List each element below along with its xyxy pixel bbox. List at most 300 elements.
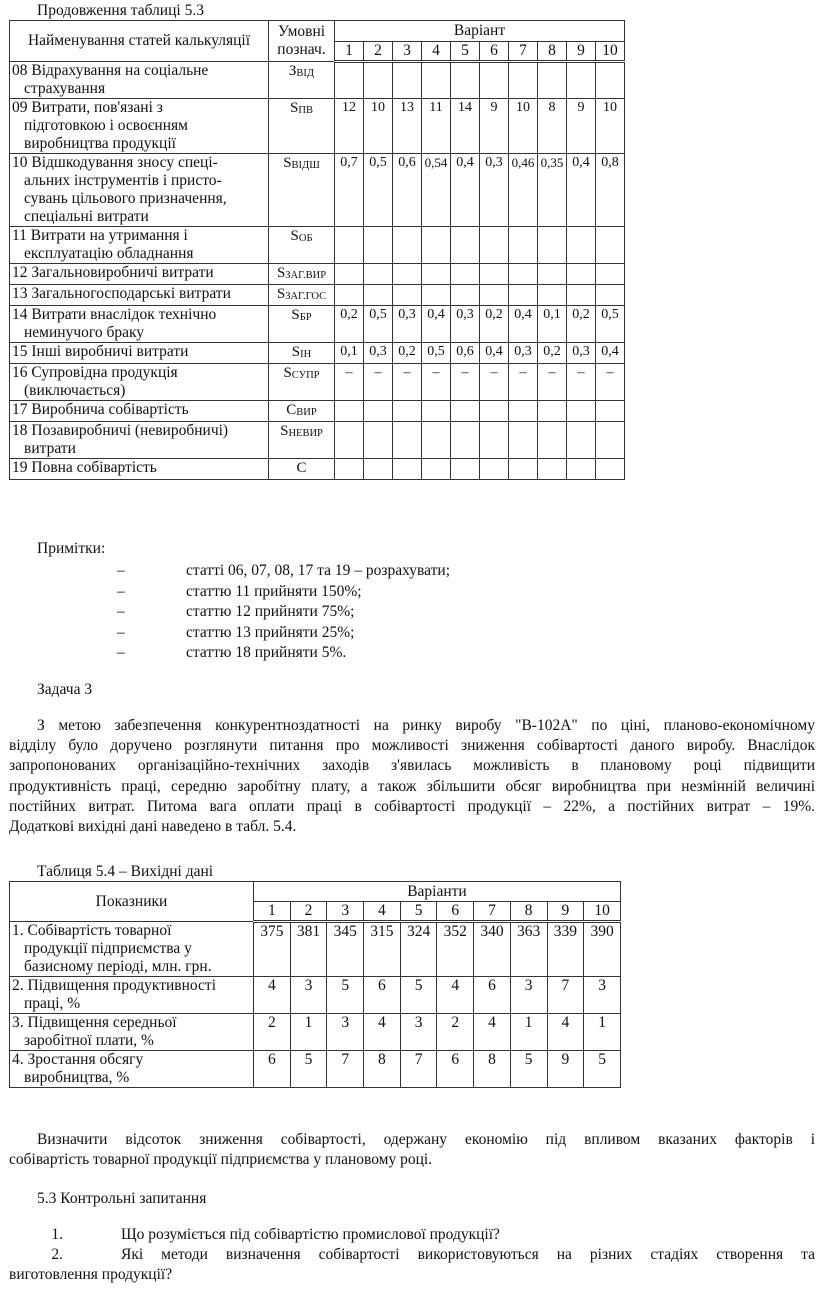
item-name: [10, 401, 269, 422]
indicator-name-first-line: 4. Зростання обсягу: [12, 1051, 144, 1068]
item-code-subscript: ОБ: [298, 233, 313, 244]
variant-value: 0,3: [480, 154, 509, 227]
variant-value: 0,35: [538, 154, 567, 227]
note-text: статтю 11 прийняти 150%;: [186, 582, 362, 600]
variant-value: 10: [364, 99, 393, 154]
variant-value: [393, 401, 422, 422]
item-code: [269, 364, 335, 401]
item-code: [269, 99, 335, 154]
item-code-base: S: [291, 307, 300, 323]
variant-value: [364, 285, 393, 306]
variant-value: 13: [393, 99, 422, 154]
note-dash: –: [117, 603, 125, 620]
variant-value: [393, 422, 422, 459]
variant-value: 0,2: [393, 343, 422, 364]
header-code-line1: Умовні: [277, 23, 326, 40]
note-dash: –: [117, 582, 125, 600]
variant-value: [393, 459, 422, 480]
item-name-continuation: страхування: [24, 80, 106, 97]
note-item: [0, 644, 816, 664]
item-code-base: S: [280, 423, 289, 439]
table-row: [10, 1014, 621, 1051]
item-code-base: S: [290, 228, 299, 244]
note-item: [0, 562, 816, 582]
variant-value: 5: [400, 977, 437, 1014]
item-name-first-line: 11 Витрати на утримання і: [12, 227, 188, 244]
variant-value: [335, 422, 364, 459]
variant-value: [451, 459, 480, 480]
variant-value: 0,5: [422, 343, 451, 364]
variant-value: 5: [327, 977, 364, 1014]
variant-value: 14: [451, 99, 480, 154]
variant-value: [480, 285, 509, 306]
variant-value: [451, 62, 480, 99]
variant-value: 0,54: [422, 154, 451, 227]
variant-value: [538, 422, 567, 459]
item-name-first-line: 09 Витрати, пов'язані з: [12, 99, 163, 116]
variant-value: [567, 422, 596, 459]
item-name-first-line: 14 Витрати внаслідок технічно: [12, 306, 217, 323]
item-code-subscript: БР: [299, 312, 312, 323]
header-code: [269, 21, 335, 62]
item-name-continuation: неминучого браку: [24, 324, 145, 341]
variant-value: 1: [584, 1014, 621, 1051]
variant-value: [451, 264, 480, 285]
variant-value: [509, 285, 538, 306]
item-code-base: S: [283, 365, 292, 381]
variant-value: [480, 227, 509, 264]
variant-value: 324: [400, 922, 437, 977]
item-name-continuation: витрати: [24, 440, 76, 457]
item-name: [10, 227, 269, 264]
variant-value: 8: [364, 1051, 401, 1088]
variant-value: 4: [474, 1014, 511, 1051]
variant-value: 0,1: [538, 306, 567, 343]
indicator-name-first-line: 1. Собівартість товарної: [12, 922, 172, 939]
variant-value: 352: [437, 922, 474, 977]
variant-value: 0,7: [335, 154, 364, 227]
indicator-name: [10, 1014, 254, 1051]
variant-value: 363: [510, 922, 547, 977]
variant-value: 4: [254, 977, 291, 1014]
variant-value: 7: [400, 1051, 437, 1088]
item-code-subscript: ВІДШ: [291, 160, 320, 171]
variant-value: [480, 401, 509, 422]
variant-value: [596, 264, 625, 285]
variant-number: 1: [254, 902, 291, 922]
variant-value: [567, 227, 596, 264]
header-item-name: Найменування статей калькуляції: [10, 21, 269, 62]
item-code: [269, 62, 335, 99]
variant-value: [480, 62, 509, 99]
variant-number: 6: [480, 42, 509, 62]
item-name: [10, 264, 269, 285]
variant-value: 2: [437, 1014, 474, 1051]
table-row: [10, 459, 625, 480]
variant-value: [335, 227, 364, 264]
item-code-subscript: ПВ: [298, 105, 313, 116]
variant-value: 3: [400, 1014, 437, 1051]
table-row: [10, 306, 625, 343]
variant-value: [364, 401, 393, 422]
item-name: [10, 99, 269, 154]
paragraph-line: продуктивність праці, середню заробітну плату, а також збільшити обсяг виробництва при незмінній величині: [9, 777, 815, 795]
note-dash: –: [117, 644, 125, 661]
variant-value: [480, 459, 509, 480]
question-number: 2.: [51, 1246, 63, 1263]
variant-value: –: [451, 364, 480, 401]
variant-value: 390: [584, 922, 621, 977]
variant-value: [451, 285, 480, 306]
variant-value: [538, 401, 567, 422]
table-row: [10, 977, 621, 1014]
paragraph-line: постійних витрат. Питома вага оплати праці в собівартості продукції – 22%, а постійних витрат – 19%.: [9, 797, 815, 815]
item-code-base: S: [283, 155, 292, 171]
variant-value: [596, 285, 625, 306]
indicator-name-first-line: 2. Підвищення продуктивності: [12, 977, 216, 994]
variant-value: 3: [290, 977, 327, 1014]
variant-value: [567, 285, 596, 306]
variant-value: 11: [422, 99, 451, 154]
note-dash: –: [117, 623, 125, 641]
variant-value: [335, 401, 364, 422]
paragraph-line: Додаткові вихідні дані наведено в табл. 5.4.: [9, 817, 297, 835]
variant-value: [596, 401, 625, 422]
task-3-description: [9, 717, 815, 838]
item-code: [269, 306, 335, 343]
variant-value: [364, 62, 393, 99]
question-number: 1.: [51, 1226, 63, 1243]
paragraph-line: Визначити відсоток зниження собівартості, одержану економію під впливом вказаних факторів і: [37, 1131, 815, 1148]
variant-value: 0,3: [567, 343, 596, 364]
variant-value: 4: [437, 977, 474, 1014]
item-name-first-line: 19 Повна собівартість: [12, 459, 157, 476]
item-code-base: S: [290, 100, 299, 116]
variant-value: 3: [327, 1014, 364, 1051]
variant-number: 3: [393, 42, 422, 62]
variant-value: 5: [510, 1051, 547, 1088]
variant-value: 12: [335, 99, 364, 154]
variant-number: 5: [451, 42, 480, 62]
indicator-name-continuation: праці, %: [24, 995, 81, 1012]
variant-number: 8: [538, 42, 567, 62]
variant-value: [422, 264, 451, 285]
item-name-first-line: 13 Загальногосподарські витрати: [12, 285, 231, 302]
variant-value: [596, 227, 625, 264]
table-row: [10, 285, 625, 306]
variant-value: –: [538, 364, 567, 401]
variant-value: 315: [364, 922, 401, 977]
variant-value: [422, 227, 451, 264]
source-data-table: [9, 881, 621, 1088]
item-name: [10, 285, 269, 306]
variant-value: 0,3: [364, 343, 393, 364]
note-text: статтю 18 прийняти 5%.: [186, 644, 347, 661]
item-code-subscript: СУПР: [291, 370, 320, 381]
table-row: [10, 364, 625, 401]
variant-value: 6: [437, 1051, 474, 1088]
variant-value: [480, 264, 509, 285]
variant-value: 1: [510, 1014, 547, 1051]
variant-value: 0,4: [596, 343, 625, 364]
paragraph-line: запропонованих організаційно-технічних заходів з'явилась можливість в плановому році підвищити: [9, 757, 815, 775]
variant-value: 8: [474, 1051, 511, 1088]
variant-value: [509, 459, 538, 480]
variant-value: 345: [327, 922, 364, 977]
variant-value: [451, 401, 480, 422]
item-name: [10, 459, 269, 480]
variant-number: 7: [474, 902, 511, 922]
variant-number: 5: [400, 902, 437, 922]
note-text: статтю 12 прийняти 75%;: [186, 603, 355, 620]
table-row: [10, 343, 625, 364]
notes-title: Примітки:: [37, 540, 106, 557]
item-code-subscript: ІН: [300, 349, 312, 360]
variant-value: 0,6: [393, 154, 422, 227]
variant-value: 0,3: [509, 343, 538, 364]
table-5-4-caption: Таблиця 5.4 – Вихідні дані: [37, 863, 214, 880]
variant-value: 0,1: [335, 343, 364, 364]
variant-value: 0,4: [567, 154, 596, 227]
item-code-base: С: [296, 460, 307, 476]
indicator-name-continuation: продукції підприємства у: [24, 940, 192, 957]
item-name-continuation: спеціальні витрати: [24, 208, 149, 225]
variant-value: [393, 227, 422, 264]
paragraph-line: З метою забезпечення конкурентноздатності на ринку виробу "В-102А" по ціні, планово-економічному: [37, 717, 815, 734]
variant-value: [567, 401, 596, 422]
variant-value: –: [480, 364, 509, 401]
variant-value: [451, 227, 480, 264]
variant-value: [422, 422, 451, 459]
variant-value: 7: [547, 977, 584, 1014]
variant-number: 3: [327, 902, 364, 922]
variant-value: [364, 459, 393, 480]
variant-value: [393, 62, 422, 99]
variant-value: 375: [254, 922, 291, 977]
variant-value: [596, 459, 625, 480]
variant-value: [335, 459, 364, 480]
item-name-continuation: виробництва продукції: [24, 135, 176, 152]
table-row: [10, 227, 625, 264]
variant-number: 6: [437, 902, 474, 922]
variant-value: 0,4: [480, 343, 509, 364]
indicator-name: [10, 922, 254, 977]
variant-value: –: [422, 364, 451, 401]
variant-value: –: [509, 364, 538, 401]
variant-value: [596, 422, 625, 459]
variant-value: 339: [547, 922, 584, 977]
item-name-continuation: альних інструментів і присто-: [24, 172, 222, 189]
variant-value: [480, 422, 509, 459]
variant-value: 0,8: [596, 154, 625, 227]
paragraph-line: собівартість товарної продукції підприємства у плановому році.: [9, 1151, 433, 1169]
question-text: Що розуміється під собівартістю промислової продукції?: [121, 1226, 500, 1243]
variant-number: 4: [364, 902, 401, 922]
variant-value: –: [393, 364, 422, 401]
item-name: [10, 422, 269, 459]
item-code: [269, 285, 335, 306]
variant-value: [509, 264, 538, 285]
item-code-subscript: ВІД: [296, 68, 315, 79]
variant-number: 2: [290, 902, 327, 922]
variant-number: 4: [422, 42, 451, 62]
table-row: [10, 922, 621, 977]
item-name-first-line: 15 Інші виробничі витрати: [12, 343, 189, 360]
indicator-name-continuation: виробництва, %: [24, 1069, 130, 1086]
indicator-name-continuation: базисному періоді, млн. грн.: [24, 958, 212, 975]
variant-value: [364, 227, 393, 264]
variant-value: 6: [254, 1051, 291, 1088]
variant-value: 8: [538, 99, 567, 154]
table-row: [10, 154, 625, 227]
item-name: [10, 62, 269, 99]
variant-value: 4: [547, 1014, 584, 1051]
variant-value: 9: [480, 99, 509, 154]
variant-value: [538, 285, 567, 306]
variant-number: 2: [364, 42, 393, 62]
variant-value: 5: [584, 1051, 621, 1088]
variant-value: [451, 422, 480, 459]
variant-value: 0,4: [509, 306, 538, 343]
variant-value: [509, 227, 538, 264]
item-name-first-line: 08 Відрахування на соціальне: [12, 62, 209, 79]
item-code: [269, 264, 335, 285]
task-3-question: [9, 1131, 815, 1171]
variant-value: [422, 459, 451, 480]
variant-value: 0,5: [364, 306, 393, 343]
variant-value: –: [567, 364, 596, 401]
variant-number: 10: [584, 902, 621, 922]
note-text: статтю 13 прийняти 25%;: [186, 623, 355, 641]
variant-value: 0,3: [451, 306, 480, 343]
indicator-name-continuation: заробітної плати, %: [24, 1032, 154, 1049]
item-name-continuation: експлуатацію обладнання: [24, 245, 194, 262]
item-code-base: S: [276, 265, 286, 281]
note-item: [0, 624, 816, 644]
variant-value: 3: [510, 977, 547, 1014]
item-name-continuation: (виключається): [24, 382, 126, 399]
item-name-continuation: підготовкою і освоєнням: [24, 117, 188, 134]
variant-value: –: [335, 364, 364, 401]
item-code-base: S: [276, 286, 286, 302]
variant-value: [567, 62, 596, 99]
variant-value: 1: [290, 1014, 327, 1051]
item-code-base: С: [286, 402, 297, 418]
cost-items-table: [9, 20, 625, 480]
variant-value: [567, 459, 596, 480]
header-code-line2: познач.: [277, 41, 326, 58]
variant-value: [509, 62, 538, 99]
variant-number: 9: [547, 902, 584, 922]
item-code: [269, 227, 335, 264]
item-code: [269, 401, 335, 422]
variant-value: 6: [474, 977, 511, 1014]
variant-number: 8: [510, 902, 547, 922]
variant-value: 0,2: [335, 306, 364, 343]
item-code-subscript: ЗАГ.ВИР: [285, 270, 327, 281]
variant-value: 9: [567, 99, 596, 154]
variant-value: 3: [584, 977, 621, 1014]
table-row: [10, 422, 625, 459]
note-item: [0, 603, 816, 623]
variant-value: [393, 264, 422, 285]
indicator-name: [10, 977, 254, 1014]
variant-value: [335, 285, 364, 306]
variant-value: –: [596, 364, 625, 401]
table-continuation-label: Продовження таблиці 5.3: [37, 2, 204, 19]
item-code: [269, 343, 335, 364]
variant-value: 4: [364, 1014, 401, 1051]
variant-value: 0,6: [451, 343, 480, 364]
variant-number: 1: [335, 42, 364, 62]
variant-value: [509, 401, 538, 422]
item-name: [10, 343, 269, 364]
variant-number: 7: [509, 42, 538, 62]
variant-number: 9: [567, 42, 596, 62]
variant-value: [422, 62, 451, 99]
header-variant: Варіант: [335, 21, 625, 42]
variant-value: 0,46: [509, 154, 538, 227]
item-code-subscript: НЕВИР: [288, 428, 323, 439]
table-row: [10, 62, 625, 99]
variant-value: 9: [547, 1051, 584, 1088]
control-questions-title: 5.3 Контрольні запитання: [37, 1190, 207, 1207]
variant-value: 6: [364, 977, 401, 1014]
item-name-first-line: 16 Супровідна продукція: [12, 364, 178, 381]
item-code-base: S: [291, 344, 301, 360]
item-code-subscript: ЗАГ.ГОС: [285, 291, 327, 302]
variant-value: [335, 264, 364, 285]
variant-value: [538, 62, 567, 99]
variant-value: –: [364, 364, 393, 401]
variant-value: 0,5: [364, 154, 393, 227]
variant-value: [335, 62, 364, 99]
variant-value: [567, 264, 596, 285]
item-code-base: З: [288, 63, 297, 79]
variant-value: 340: [474, 922, 511, 977]
variant-value: 7: [327, 1051, 364, 1088]
variant-value: 381: [290, 922, 327, 977]
item-name-first-line: 18 Позавиробничі (невиробничі): [12, 422, 229, 439]
item-name-continuation: сувань цільового призначення,: [24, 190, 227, 207]
item-name: [10, 306, 269, 343]
variant-value: [596, 62, 625, 99]
table-row: [10, 99, 625, 154]
variant-value: [422, 401, 451, 422]
paragraph-line: відділу було доручено розглянути питання про можливості зниження собівартості даного виробу. Внаслідок: [9, 737, 815, 755]
variant-value: 2: [254, 1014, 291, 1051]
table-row: [10, 401, 625, 422]
item-name: [10, 154, 269, 227]
note-item: [0, 583, 816, 603]
variant-value: [364, 264, 393, 285]
variant-value: [538, 227, 567, 264]
variant-value: 0,2: [567, 306, 596, 343]
indicator-name: [10, 1051, 254, 1088]
variant-value: 0,4: [422, 306, 451, 343]
variant-value: [393, 285, 422, 306]
item-name-first-line: 12 Загальновиробничі витрати: [12, 264, 214, 281]
variant-value: 0,3: [393, 306, 422, 343]
variant-value: [509, 422, 538, 459]
variant-value: [538, 459, 567, 480]
item-code: [269, 422, 335, 459]
table-row: [10, 1051, 621, 1088]
variant-value: [422, 285, 451, 306]
variant-value: 10: [509, 99, 538, 154]
variant-value: 0,5: [596, 306, 625, 343]
note-text: статті 06, 07, 08, 17 та 19 – розрахувати;: [186, 562, 451, 579]
